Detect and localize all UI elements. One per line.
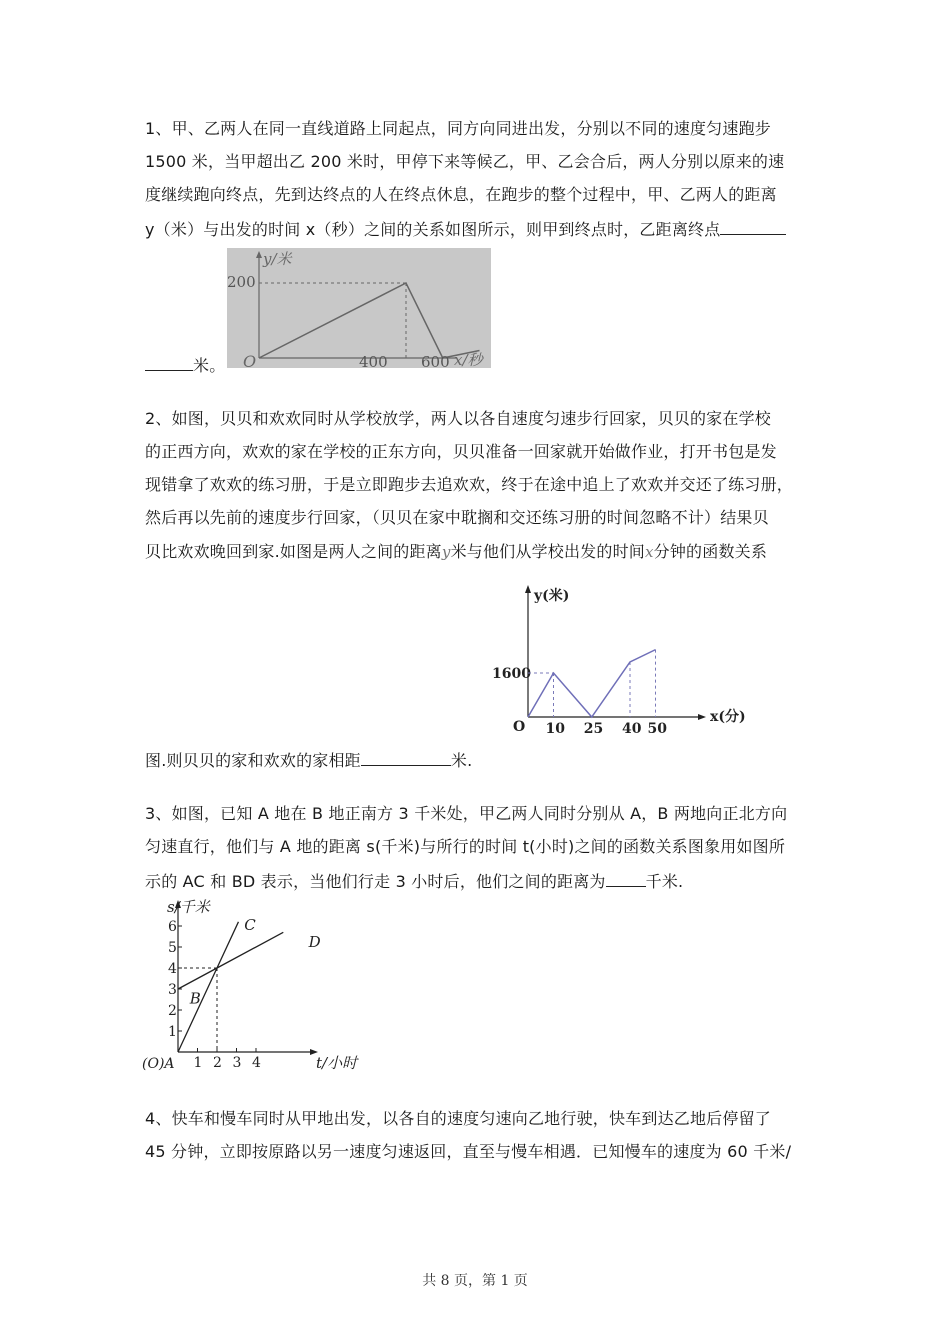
q3-label-d: D xyxy=(308,933,321,951)
q3-chart xyxy=(142,898,362,1076)
q1-line-2: 1500 米，当甲超出乙 200 米时，甲停下来等候乙，甲、乙会合后，两人分别以原来的速 xyxy=(145,152,785,171)
q2-tail-b: 米. xyxy=(450,751,473,770)
q3-answer-blank xyxy=(606,870,646,887)
q2-line-3: 现错拿了欢欢的练习册，于是立即跑步去追欢欢，终于在途中追上了欢欢并交还了练习册， xyxy=(145,475,794,494)
q2-line-4: 然后再以先前的速度步行回家，（贝贝在家中耽搁和交还练习册的时间忽略不计）结果贝 xyxy=(145,508,769,527)
q2-tail xyxy=(145,749,472,771)
q1-x-label: x/秒 xyxy=(454,351,483,369)
q3-y-tick-label: 6 xyxy=(168,919,177,935)
q1-chart xyxy=(227,248,491,371)
q3-label-c: C xyxy=(244,916,256,935)
q3-x-tick-label: 4 xyxy=(252,1055,261,1071)
q2-line-5a: 贝比欢欢晚回到家.如图是两人之间的距离 xyxy=(145,542,442,561)
q3-y-tick-label: 4 xyxy=(168,961,177,977)
q3-y-tick-label: 1 xyxy=(168,1024,177,1040)
page-footer: 共 8 页，第 1 页 xyxy=(422,1273,528,1289)
q1-x-tick-600: 600 xyxy=(421,353,450,371)
q1-answer-blank-2 xyxy=(145,354,193,371)
q3-x-tick-label: 1 xyxy=(193,1055,203,1071)
q2-x-tick-25: 25 xyxy=(583,721,604,737)
q3-line-1: 3、如图，已知 A 地在 B 地正南方 3 千米处，甲乙两人同时分别从 A，B 两地向正北方向 xyxy=(145,804,788,823)
q1-x-tick-400: 400 xyxy=(359,353,388,371)
q3-origin-label: (O)A xyxy=(142,1056,175,1072)
q1-y-label: y/米 xyxy=(263,250,292,268)
q3-line-ac xyxy=(178,922,238,1052)
q3-y-tick-label: 3 xyxy=(168,982,177,998)
q3-line-3 xyxy=(145,870,683,892)
q2-line-2: 的正西方向，欢欢的家在学校的正东方向，贝贝准备一回家就开始做作业，打开书包是发 xyxy=(145,442,777,461)
q2-line-1: 2、如图，贝贝和欢欢同时从学校放学，两人以各自速度匀速步行回家，贝贝的家在学校 xyxy=(145,409,771,428)
q2-y-label: y(米) xyxy=(534,588,570,604)
q3-y-label: s/千米 xyxy=(167,898,210,916)
q2-x-tick-40: 40 xyxy=(622,721,642,737)
q1-line-1: 1、甲、乙两人在同一直线道路上同起点，同方向同进出发，分别以不同的速度匀速跑步 xyxy=(145,119,771,138)
q2-line-5 xyxy=(145,542,767,562)
q2-line-5c: 分钟的函数关系 xyxy=(653,542,768,561)
q2-var-x: x xyxy=(644,543,654,561)
q3-y-tick-label: 2 xyxy=(168,1003,177,1019)
q2-distance-line xyxy=(528,650,656,717)
q3-label-b: B xyxy=(189,989,201,1008)
q3-line-2: 匀速直行，他们与 A 地的距离 s(千米)与所行的时间 t(小时)之间的函数关系图象用如图所 xyxy=(145,837,786,856)
q1-tail-text: 米。 xyxy=(193,356,226,375)
q2-tail-a: 图.则贝贝的家和欢欢的家相距 xyxy=(145,751,361,770)
q3-tail-text: 千米. xyxy=(645,872,684,891)
q2-origin-label: O xyxy=(513,719,526,735)
q3-line-3-text: 示的 AC 和 BD 表示，当他们行走 3 小时后，他们之间的距离为 xyxy=(145,872,606,891)
q2-line-5b: 米与他们从学校出发的时间 xyxy=(450,542,645,561)
q3-line-bd xyxy=(178,932,283,989)
q3-y-ticks xyxy=(168,919,182,1040)
q4-line-2: 45 分钟，立即按原路以另一速度匀速返回，直至与慢车相遇．已知慢车的速度为 60 千米/ xyxy=(145,1142,792,1161)
q3-x-tick-label: 2 xyxy=(213,1055,222,1071)
q1-origin-label: O xyxy=(243,352,257,371)
q1-line-4 xyxy=(145,218,786,240)
q2-x-tick-50: 50 xyxy=(647,721,667,737)
q2-x-label: x(分) xyxy=(710,709,746,725)
q1-y-tick-200: 200 xyxy=(227,273,256,291)
q2-y-arrow xyxy=(525,585,531,593)
q1-tail xyxy=(145,354,225,376)
q2-y-tick-1600: 1600 xyxy=(492,666,531,682)
q3-x-tick-label: 3 xyxy=(232,1055,242,1071)
q3-y-tick-label: 5 xyxy=(168,940,177,956)
q3-x-label: t/小时 xyxy=(316,1054,358,1072)
q2-answer-blank xyxy=(361,749,451,766)
q4-line-1: 4、快车和慢车同时从甲地出发，以各自的速度匀速向乙地行驶，快车到达乙地后停留了 xyxy=(145,1109,771,1128)
q2-var-y: y xyxy=(441,543,451,561)
q2-x-arrow xyxy=(698,714,706,720)
q1-line-4-text: y（米）与出发的时间 x（秒）之间的关系如图所示，则甲到终点时，乙距离终点 xyxy=(145,220,721,239)
q2-chart xyxy=(490,580,750,756)
q1-answer-blank xyxy=(720,218,786,235)
q2-x-tick-10: 10 xyxy=(545,721,565,737)
q1-line-3: 度继续跑向终点，先到达终点的人在终点休息，在跑步的整个过程中，甲、乙两人的距离 xyxy=(145,185,777,204)
